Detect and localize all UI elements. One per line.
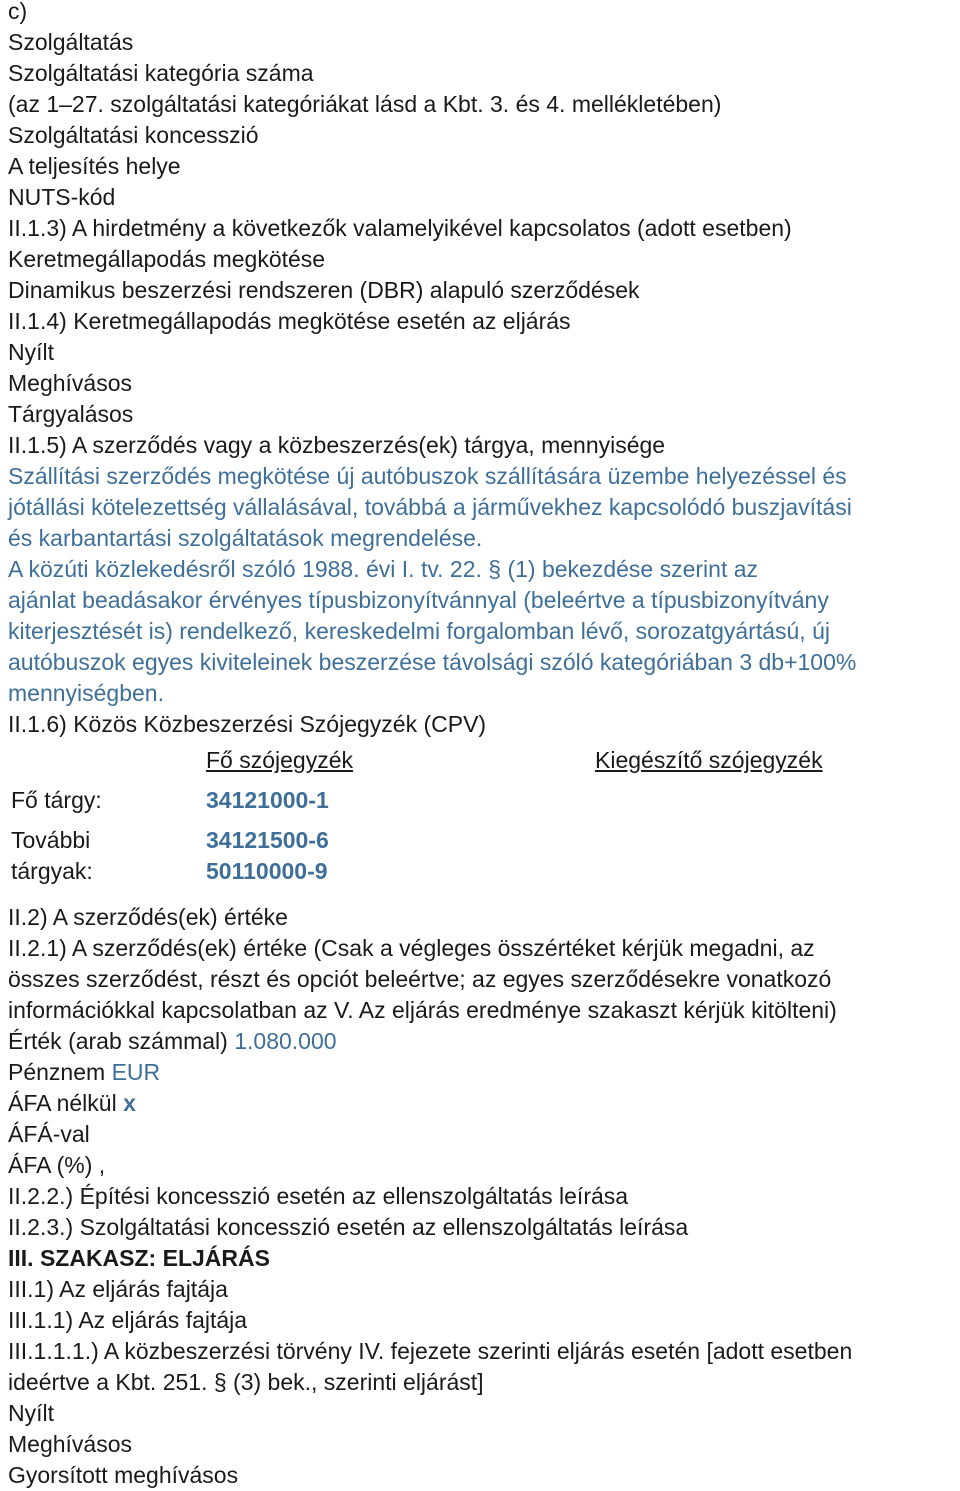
text-line: Meghívásos [8,1431,133,1457]
section-heading: II.2) A szerződés(ek) értéke [8,904,288,930]
text-line: Szolgáltatási kategória száma [8,60,314,86]
document-page [8,0,958,1491]
section-heading: II.2.2.) Építési koncesszió esetén az ellenszolgáltatás leírása [8,1183,629,1209]
text-line: ÁFÁ-val [8,1121,90,1147]
section-heading: II.1.5) A szerződés vagy a közbeszerzés(ek) tárgya, mennyisége [8,432,666,458]
text-line: Dinamikus beszerzési rendszeren (DBR) alapuló szerződések [8,277,640,303]
section-heading: III.1) Az eljárás fajtája [8,1276,228,1302]
cpv-main-label: Fő tárgy: [11,787,102,813]
vat-excluded-mark: x [123,1090,136,1116]
currency-value: EUR [111,1059,161,1085]
text-line: (az 1–27. szolgáltatási kategóriákat lásd a Kbt. 3. és 4. mellékletében) [8,91,722,117]
section-title: III. SZAKASZ: ELJÁRÁS [8,1245,270,1271]
text-line: c) [8,0,28,24]
text-line: Szolgáltatási koncesszió [8,122,259,148]
text-line: Gyorsított meghívásos [8,1462,239,1488]
cpv-heading: II.1.6) Közös Közbeszerzési Szójegyzék (CPV) [8,711,487,737]
subject-line: és karbantartási szolgáltatások megrendelése. [8,525,483,551]
text-line: ideértve a Kbt. 251. § (3) bek., szerinti eljárást] [8,1369,484,1395]
subject-line: autóbuszok egyes kiviteleinek beszerzése távolsági szóló kategóriában 3 db+100% [8,649,857,675]
text-line: A teljesítés helye [8,153,181,179]
cpv-other-code: 34121500-6 [206,827,329,853]
subject-line: kiterjesztését is) rendelkező, kereskedelmi forgalomban lévő, sorozatgyártású, új [8,618,830,644]
text-line: Meghívásos [8,370,133,396]
value-row [8,1026,958,1057]
text-line: Szolgáltatás [8,29,134,55]
text-line: III.1.1.1.) A közbeszerzési törvény IV. fejezete szerinti eljárás esetén [adott esetben [8,1338,853,1364]
section-heading: II.1.4) Keretmegállapodás megkötése esetén az eljárás [8,308,571,334]
vat-excluded-row [8,1088,958,1119]
subject-line: A közúti közlekedésről szóló 1988. évi I. tv. 22. § (1) bekezdése szerint az [8,556,759,582]
value-amount: 1.080.000 [234,1028,337,1054]
text-line: NUTS-kód [8,184,116,210]
cpv-other-label: tárgyak: [11,858,93,884]
currency-row [8,1057,958,1088]
cpv-main-column-header: Fő szójegyzék [206,747,354,773]
cpv-other-label: További [11,827,91,853]
cpv-main-code: 34121000-1 [206,787,329,813]
text-line: összes szerződést, részt és opciót beleértve; az egyes szerződésekre vonatkozó [8,966,832,992]
text-line: Nyílt [8,339,54,365]
cpv-extra-column-header: Kiegészítő szójegyzék [595,747,823,773]
value-label: Érték (arab számmal) [8,1028,235,1054]
text-line: II.2.1) A szerződés(ek) értéke (Csak a végleges összértéket kérjük megadni, az [8,935,815,961]
subject-line: Szállítási szerződés megkötése új autóbuszok szállítására üzembe helyezéssel és [8,463,847,489]
text-line: információkkal kapcsolatban az V. Az eljárás eredménye szakaszt kérjük kitölteni) [8,997,837,1023]
vat-excluded-label: ÁFA nélkül [8,1090,124,1116]
text-line: Keretmegállapodás megkötése [8,246,326,272]
subject-line: jótállási kötelezettség vállalásával, továbbá a járművekhez kapcsolódó buszjavítási [8,494,852,520]
subject-line: ajánlat beadásakor érvényes típusbizonyítvánnyal (beleértve a típusbizonyítvány [8,587,829,613]
cpv-other-code: 50110000-9 [206,858,328,884]
section-heading: II.1.3) A hirdetmény a következők valamelyikével kapcsolatos (adott esetben) [8,215,792,241]
subject-description [8,461,958,709]
currency-label: Pénznem [8,1059,112,1085]
subject-line: mennyiségben. [8,680,164,706]
top-lines [8,0,958,461]
text-line: ÁFA (%) , [8,1152,106,1178]
section-heading: III.1.1) Az eljárás fajtája [8,1307,248,1333]
cpv-table [8,740,958,902]
value-section [8,902,958,1243]
text-line: Tárgyalásos [8,401,134,427]
section-heading: II.2.3.) Szolgáltatási koncesszió esetén az ellenszolgáltatás leírása [8,1214,689,1240]
procedure-section [8,1274,958,1491]
text-line: Nyílt [8,1400,54,1426]
